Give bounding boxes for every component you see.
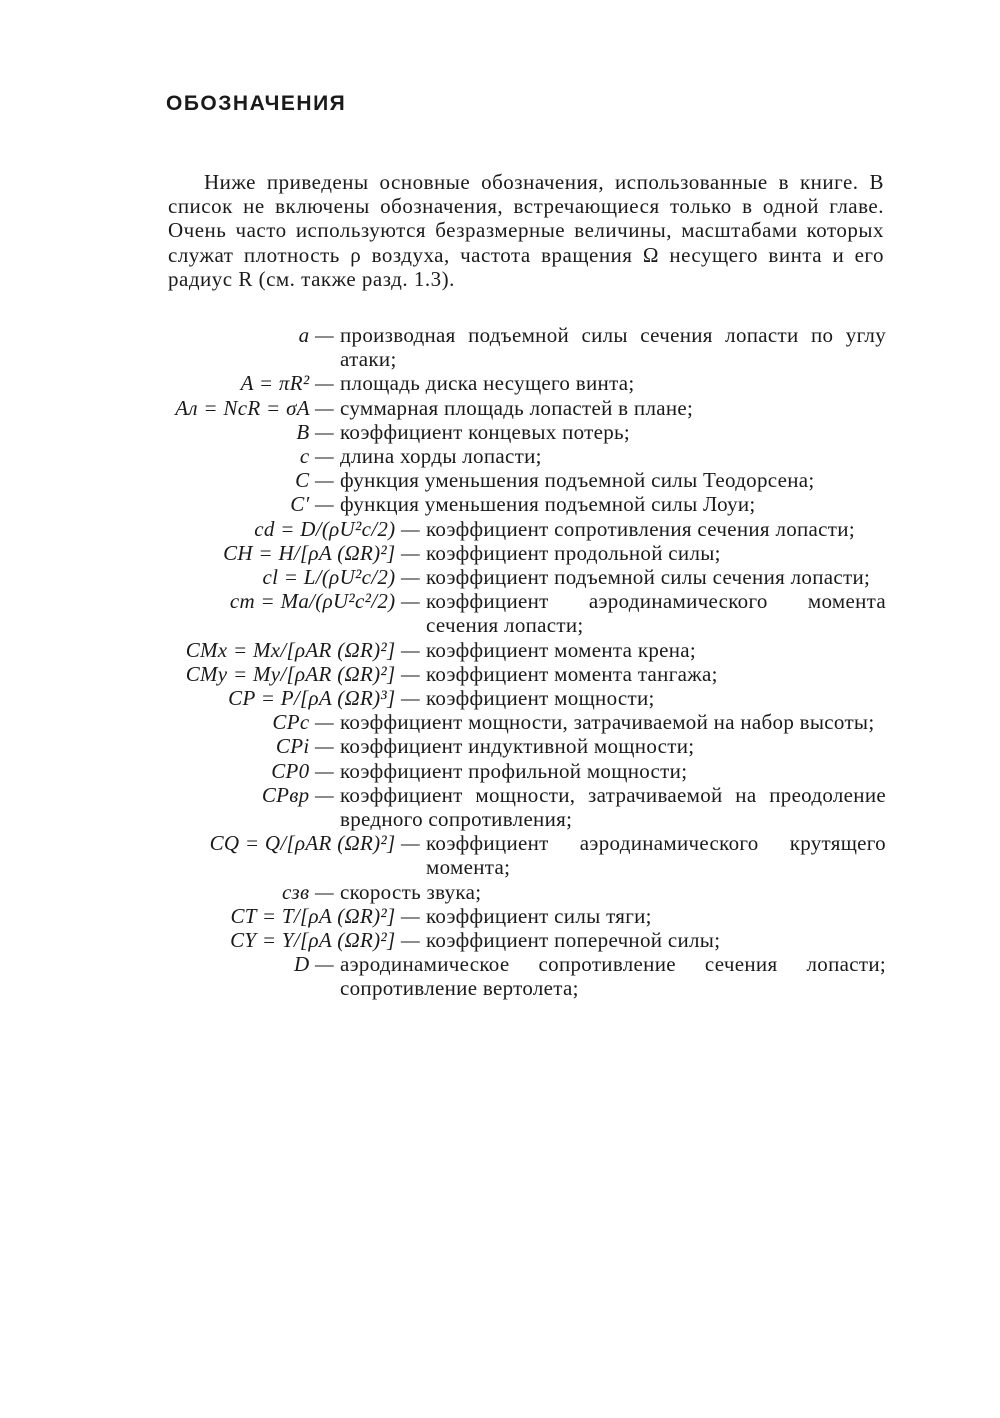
- notation-symbol: CPc —: [272, 710, 334, 735]
- notation-symbol: a —: [298, 323, 334, 347]
- notation-description: коэффициент подъемной силы сечения лопасти;: [426, 565, 871, 590]
- notation-symbol: cзв —: [281, 879, 334, 904]
- notation-symbol: cd = D/(ρU²c/2) —: [254, 516, 420, 541]
- notation-entry: [160, 517, 886, 541]
- notation-entry: [160, 420, 886, 444]
- notation-description: коэффициент момента крена;: [426, 637, 697, 662]
- notation-description: площадь диска несущего винта;: [340, 371, 635, 396]
- notation-description: функция уменьшения подъемной силы Лоуи;: [340, 492, 756, 517]
- notation-symbol: C —: [295, 468, 334, 493]
- notation-description: скорость звука;: [340, 879, 482, 904]
- intro-paragraph: Ниже приведены основные обозначения, использованные в книге. В список не включены обозначения, встречающиеся только в одной главе. Очень часто используются безразмерные величины, масштабами которых служат плотность ρ воздуха, частота вращения Ω несущего винта и его радиус R (см. также разд. 1.3).: [168, 170, 884, 291]
- notation-symbol: C′ —: [290, 492, 334, 517]
- notation-entry: [160, 371, 886, 395]
- notation-symbol: CY = Y/[ρA (ΩR)²] —: [230, 928, 420, 953]
- notation-entry: [160, 710, 886, 734]
- notation-entry: [160, 589, 886, 637]
- notation-symbol: cl = L/(ρU²c/2) —: [262, 565, 420, 590]
- notation-entry: [160, 783, 886, 831]
- notation-entry: [160, 541, 886, 565]
- notation-description: коэффициент продольной силы;: [426, 540, 721, 565]
- notation-description: суммарная площадь лопастей в плане;: [340, 395, 694, 420]
- notation-symbol: c —: [299, 444, 334, 469]
- notation-description: коэффициент аэродинамического момента сечения лопасти;: [426, 589, 886, 638]
- notation-entry: [160, 468, 886, 492]
- notation-description: производная подъемной силы сечения лопасти по углу атаки;: [340, 323, 886, 372]
- notation-symbol: CT = T/[ρA (ΩR)²] —: [230, 903, 420, 928]
- notation-entry: [160, 638, 886, 662]
- notation-entry: [160, 444, 886, 468]
- notation-symbol: A = πR² —: [240, 371, 334, 396]
- notation-description: коэффициент профильной мощности;: [340, 758, 688, 783]
- notation-description: коэффициент силы тяги;: [426, 903, 652, 928]
- notation-symbol: cm = Ma/(ρU²c²/2) —: [229, 589, 420, 614]
- notation-description: коэффициент мощности, затрачиваемой на преодоление вредного сопротивления;: [340, 782, 886, 832]
- notation-symbol: CMy = My/[ρAR (ΩR)²] —: [185, 661, 420, 686]
- notation-list: [160, 323, 886, 1001]
- notation-entry: [160, 492, 886, 516]
- notation-entry: [160, 759, 886, 783]
- notation-entry: [160, 928, 886, 952]
- notation-description: длина хорды лопасти;: [340, 444, 542, 469]
- notation-entry: [160, 565, 886, 589]
- notation-description: аэродинамическое сопротивление сечения лопасти; сопротивление вертолета;: [340, 952, 886, 1001]
- notation-entry: [160, 686, 886, 710]
- notation-entry: [160, 323, 886, 371]
- notation-entry: [160, 880, 886, 904]
- section-heading: ОБОЗНАЧЕНИЯ: [166, 92, 347, 115]
- notation-description: коэффициент концевых потерь;: [340, 419, 631, 444]
- notation-entry: [160, 952, 886, 1000]
- notation-description: коэффициент мощности, затрачиваемой на набор высоты;: [340, 710, 875, 735]
- notation-entry: [160, 734, 886, 758]
- notation-symbol: B —: [296, 419, 334, 444]
- notation-description: коэффициент сопротивления сечения лопасти;: [426, 516, 855, 541]
- notation-description: коэффициент поперечной силы;: [426, 928, 721, 953]
- notation-entry: [160, 904, 886, 928]
- notation-entry: [160, 396, 886, 420]
- notation-description: коэффициент момента тангажа;: [426, 661, 718, 686]
- notation-description: коэффициент индуктивной мощности;: [340, 734, 695, 759]
- notation-symbol: CPвр —: [261, 782, 334, 807]
- notation-symbol: CH = H/[ρA (ΩR)²] —: [223, 540, 420, 565]
- notation-symbol: D —: [294, 952, 334, 977]
- notation-symbol: CP = P/[ρA (ΩR)³] —: [228, 686, 420, 711]
- notation-symbol: CQ = Q/[ρAR (ΩR)²] —: [209, 831, 420, 856]
- notation-description: коэффициент аэродинамического крутящего момента;: [426, 831, 886, 880]
- notation-symbol: CMx = Mx/[ρAR (ΩR)²] —: [185, 637, 420, 662]
- notation-entry: [160, 662, 886, 686]
- notation-description: коэффициент мощности;: [426, 686, 655, 711]
- notation-entry: [160, 831, 886, 879]
- notation-symbol: CPi —: [275, 734, 334, 759]
- notation-symbol: CP0 —: [271, 758, 334, 783]
- notation-description: функция уменьшения подъемной силы Теодорсена;: [340, 468, 815, 493]
- notation-symbol: Aл = NcR = σA —: [175, 395, 334, 420]
